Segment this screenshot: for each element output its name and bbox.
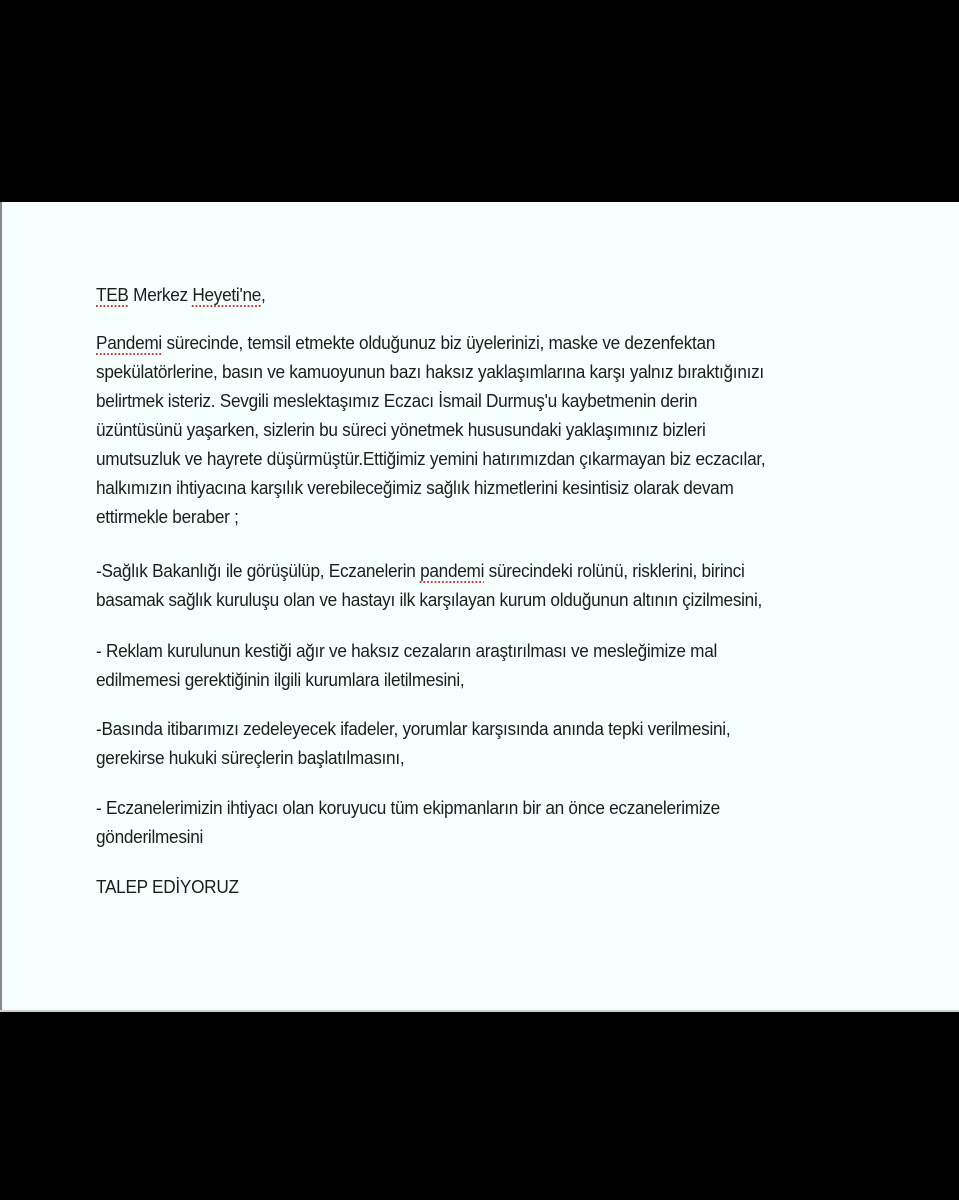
salutation: TEB Merkez Heyeti'ne, [96,284,266,305]
demand-4-line-1: - Eczanelerimizin ihtiyacı olan koruyucu tüm ekipmanların bir an önce eczanelerimize [96,797,720,818]
demand-1-line-1: -Sağlık Bakanlığı ile görüşülüp, Eczanelerin pandemi sürecindeki rolünü, risklerini, birinci [96,560,745,581]
intro-line-1: Pandemi sürecinde, temsil etmekte olduğunuz biz üyelerinizi, maske ve dezenfektan [96,332,716,353]
intro-line-4: üzüntüsünü yaşarken, sizlerin bu süreci yönetmek hususundaki yaklaşımınız bizleri [96,419,706,440]
demand-2-line-1: - Reklam kurulunun kestiği ağır ve haksız cezaların araştırılması ve mesleğimize mal [96,640,718,661]
salutation-teb: TEB [96,284,129,305]
salutation-heyeti: Heyeti'ne [192,284,262,305]
demand-4-line-2: gönderilmesini [96,826,204,847]
demand-1-line-2: basamak sağlık kuruluşu olan ve hastayı ilk karşılayan kurum olduğunun altının çizilmesini, [96,589,763,610]
demand-3-line-2: gerekirse hukuki süreçlerin başlatılmasını, [96,747,405,768]
intro-line-2: spekülatörlerine, basın ve kamuoyunun bazı haksız yaklaşımlarına karşı yalnız bıraktığınızı [96,361,764,382]
intro-line-3: belirtmek isteriz. Sevgili meslektaşımız Eczacı İsmail Durmuş'u kaybetmenin derin [96,390,698,411]
intro-line-6: halkımızın ihtiyacına karşılık verebileceğimiz sağlık hizmetlerini kesintisiz olarak devam [96,477,734,498]
intro-line-7: ettirmekle beraber ; [96,506,239,527]
demand-3-line-1: -Basında itibarımızı zedeleyecek ifadeler, yorumlar karşısında anında tepki verilmesini, [96,718,731,739]
intro-line-5: umutsuzluk ve hayrete düşürmüştür.Ettiğimiz yemini hatırımızdan çıkarmayan biz eczacılar, [96,448,766,469]
page-edge [0,1010,959,1012]
closing: TALEP EDİYORUZ [96,876,239,897]
demand-2-line-2: edilmemesi gerektiğinin ilgili kurumlara iletilmesini, [96,669,465,690]
